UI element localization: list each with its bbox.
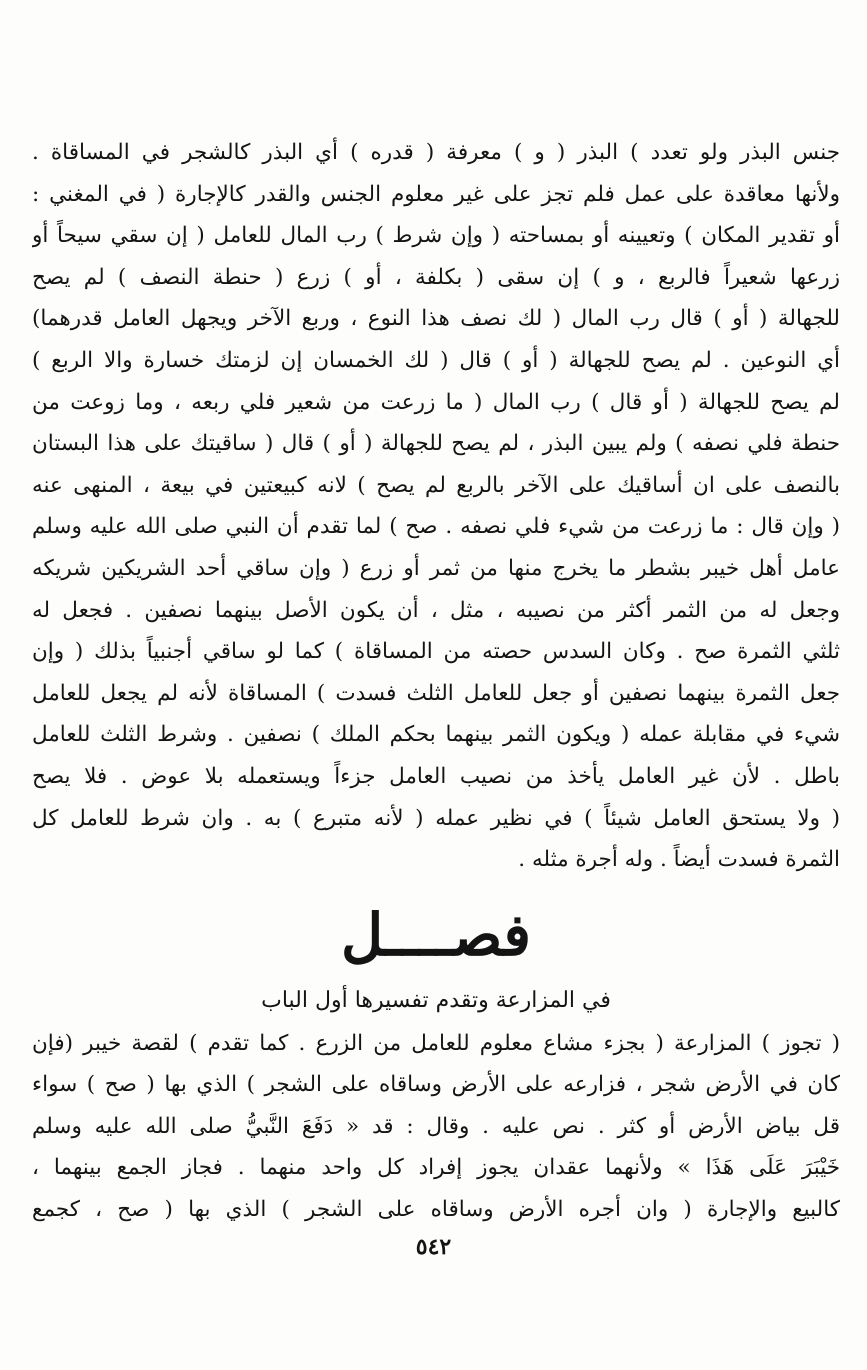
text-line: زرعها شعيراً فالربع ، و ) إن سقى ( بكلفة ، أو ) زرع ( حنطة النصف ) لم يصح	[32, 264, 840, 290]
text-line: شيء في مقابلة عمله ( ويكون الثمر بينهما بحكم الملك ) نصفين . وشرط الثلث للعامل	[32, 722, 840, 748]
text-line: حنطة فلي نصفه ) ولم يبين البذر ، لم يصح للجهالة ( أو ) قال ( ساقيتك على هذا البستان	[32, 431, 840, 457]
text-line: جعل الثمرة بينهما نصفين أو جعل للعامل الثلث فسدت ) المساقاة لأنه لم يجعل للعامل	[32, 680, 840, 706]
text-line: قل بياض الأرض أو كثر . نص عليه . وقال : قد « دَفَعَ النَّبيُّ صلى الله عليه وسلم	[32, 1113, 840, 1139]
text-line: جنس البذر ولو تعدد ) البذر ( و ) معرفة ( قدره ) أي البذر كالشجر في المساقاة .	[32, 140, 840, 165]
text-line: ( تجوز ) المزارعة ( بجزء مشاع معلوم للعامل من الزرع . كما تقدم ) لقصة خيبر (فإن	[32, 1030, 840, 1056]
text-line: باطل . لأن غير العامل يأخذ من نصيب العامل جزءاً ويستعمله بلا عوض . فلا يصح	[32, 763, 840, 789]
text-line: كان في الأرض شجر ، فزارعه على الأرض وساقاه على الشجر ) الذي بها ( صح ) سواء	[32, 1072, 840, 1098]
text-line: ولأنها معاقدة على عمل فلم تجز على غير معلوم الجنس والقدر كالإجارة ( في المغني :	[32, 181, 840, 207]
text-line: خَيْبَرَ عَلَى هَذَا » ولأنهما عقدان يجوز إفراد كل واحد منهما . فجاز الجمع بينهما ،	[32, 1155, 840, 1181]
text-line: لم يصح للجهالة ( أو قال ) رب المال ( ما زرعت من شعير فلي ربعه ، وما زوعت من	[32, 389, 840, 415]
text-line: عامل أهل خيبر بشطر ما يخرج منها من ثمر أو زرع ( وإن ساقي أحد الشريكين شريكه	[32, 555, 840, 581]
section-subtitle: في المزارعة وتقدم تفسيرها أول الباب	[261, 987, 611, 1013]
text-line: للجهالة ( أو ) قال رب المال ( لك نصف هذا النوع ، وربع الآخر ويجهل العامل قدرهما)	[32, 306, 840, 332]
text-line: أي النوعين . لم يصح للجهالة ( أو ) قال ( لك الخمسان إن لزمتك خسارة والا الربع )	[32, 347, 840, 373]
text-line: ( ولا يستحق العامل شيئاً ) في نظير عمله ( لأنه متبرع ) به . وان شرط للعامل كل	[32, 805, 840, 831]
text-line: كالبيع والإجارة ( وان أجره الأرض وساقاه على الشجر ) الذي بها ( صح ، كجمع	[32, 1197, 840, 1223]
section-heading: فصــــل	[341, 900, 531, 969]
paragraph-body-2	[32, 1023, 840, 1231]
page-number: ٥٤٢	[415, 1234, 452, 1260]
text-line: ثلثي الثمرة صح . وكان السدس حصته من المساقاة ) كما لو ساقي أجنبياً بذلك ( وإن	[32, 639, 840, 665]
text-line: وجعل له من الثمر أكثر من نصيبه ، مثل ، أن يكون الأصل بينهما نصفين . فجعل له	[32, 597, 840, 623]
text-line: الثمرة فسدت أيضاً . وله أجرة مثله .	[518, 847, 840, 873]
text-line: بالنصف على ان أساقيك على الآخر بالربع لم يصح ) لانه كبيعتين في بيعة ، المنهى عنه	[32, 472, 840, 498]
text-line: أو تقدير المكان ) وتعيينه أو بمساحته ( وإن شرط ) رب المال للعامل ( إن سقي سيحاً أو	[32, 223, 840, 249]
text-line: ( وإن قال : ما زرعت من شيء فلي نصفه . صح ) لما تقدم أن النبي صلى الله عليه وسلم	[32, 514, 840, 540]
book-page	[32, 132, 840, 1262]
paragraph-body-1	[32, 132, 840, 881]
